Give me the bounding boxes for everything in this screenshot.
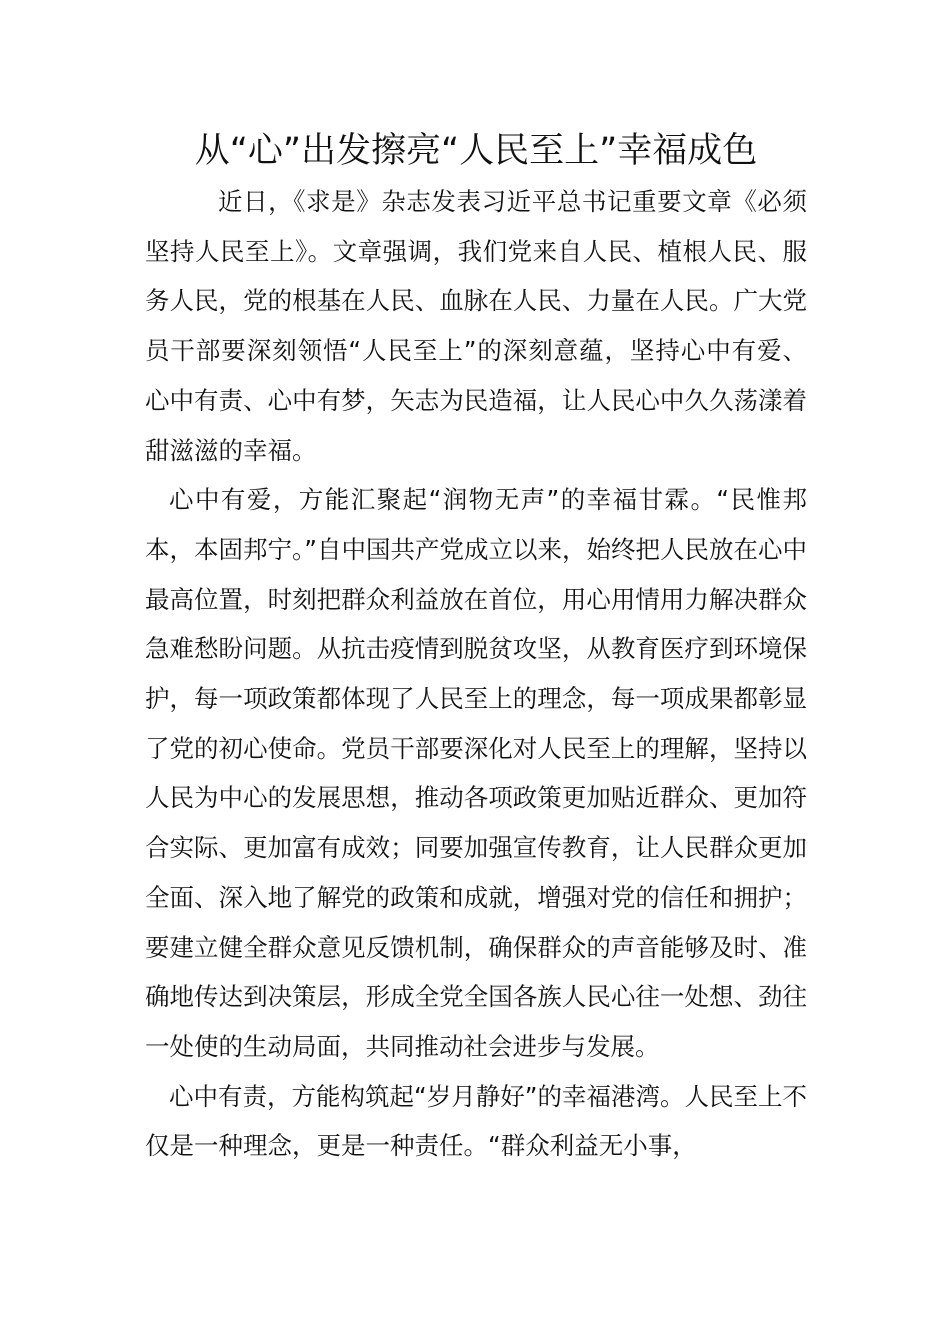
paragraph-responsibility: 心中有责，方能构筑起“岁月静好”的幸福港湾。人民至上不仅是一种理念，更是一种责任。“群众利益无小事， (145, 1081, 807, 1161)
paragraph-love: 心中有爱，方能汇聚起“润物无声”的幸福甘霖。“民惟邦本，本固邦宁。”自中国共产党成立以来，始终把人民放在心中最高位置，时刻把群众利益放在首位，用心用情用力解决群众急难愁盼问题。从抗击疫情到脱贫攻坚，从教育医疗到环境保护，每一项政策都体现了人民至上的理念，每一项成果都彰显了党的初心使命。党员干部要深化对人民至上的理解，坚持以人民为中心的发展思想，推动各项政策更加贴近群众、更加符合实际、更加富有成效；同要加强宣传教育，让人民群众更加全面、深入地了解党的政策和成就，增强对党的信任和拥护；要建立健全群众意见反馈机制，确保群众的声音能够及时、准确地传达到决策层，形成全党全国各族人民心往一处想、劲往一处使的生动局面，共同推动社会进步与发展。 (145, 485, 807, 1061)
paragraph-intro: 近日，《求是》杂志发表习近平总书记重要文章《必须坚持人民至上》。文章强调，我们党来自人民、植根人民、服务人民，党的根基在人民、血脉在人民、力量在人民。广大党员干部要深刻领悟“人民至上”的深刻意蕴，坚持心中有爱、心中有责、心中有梦，矢志为民造福，让人民心中久久荡漾着甜滋滋的幸福。 (145, 187, 807, 465)
document-title: 从“心”出发擦亮“人民至上”幸福成色 (194, 131, 758, 171)
document-body (145, 177, 807, 1171)
